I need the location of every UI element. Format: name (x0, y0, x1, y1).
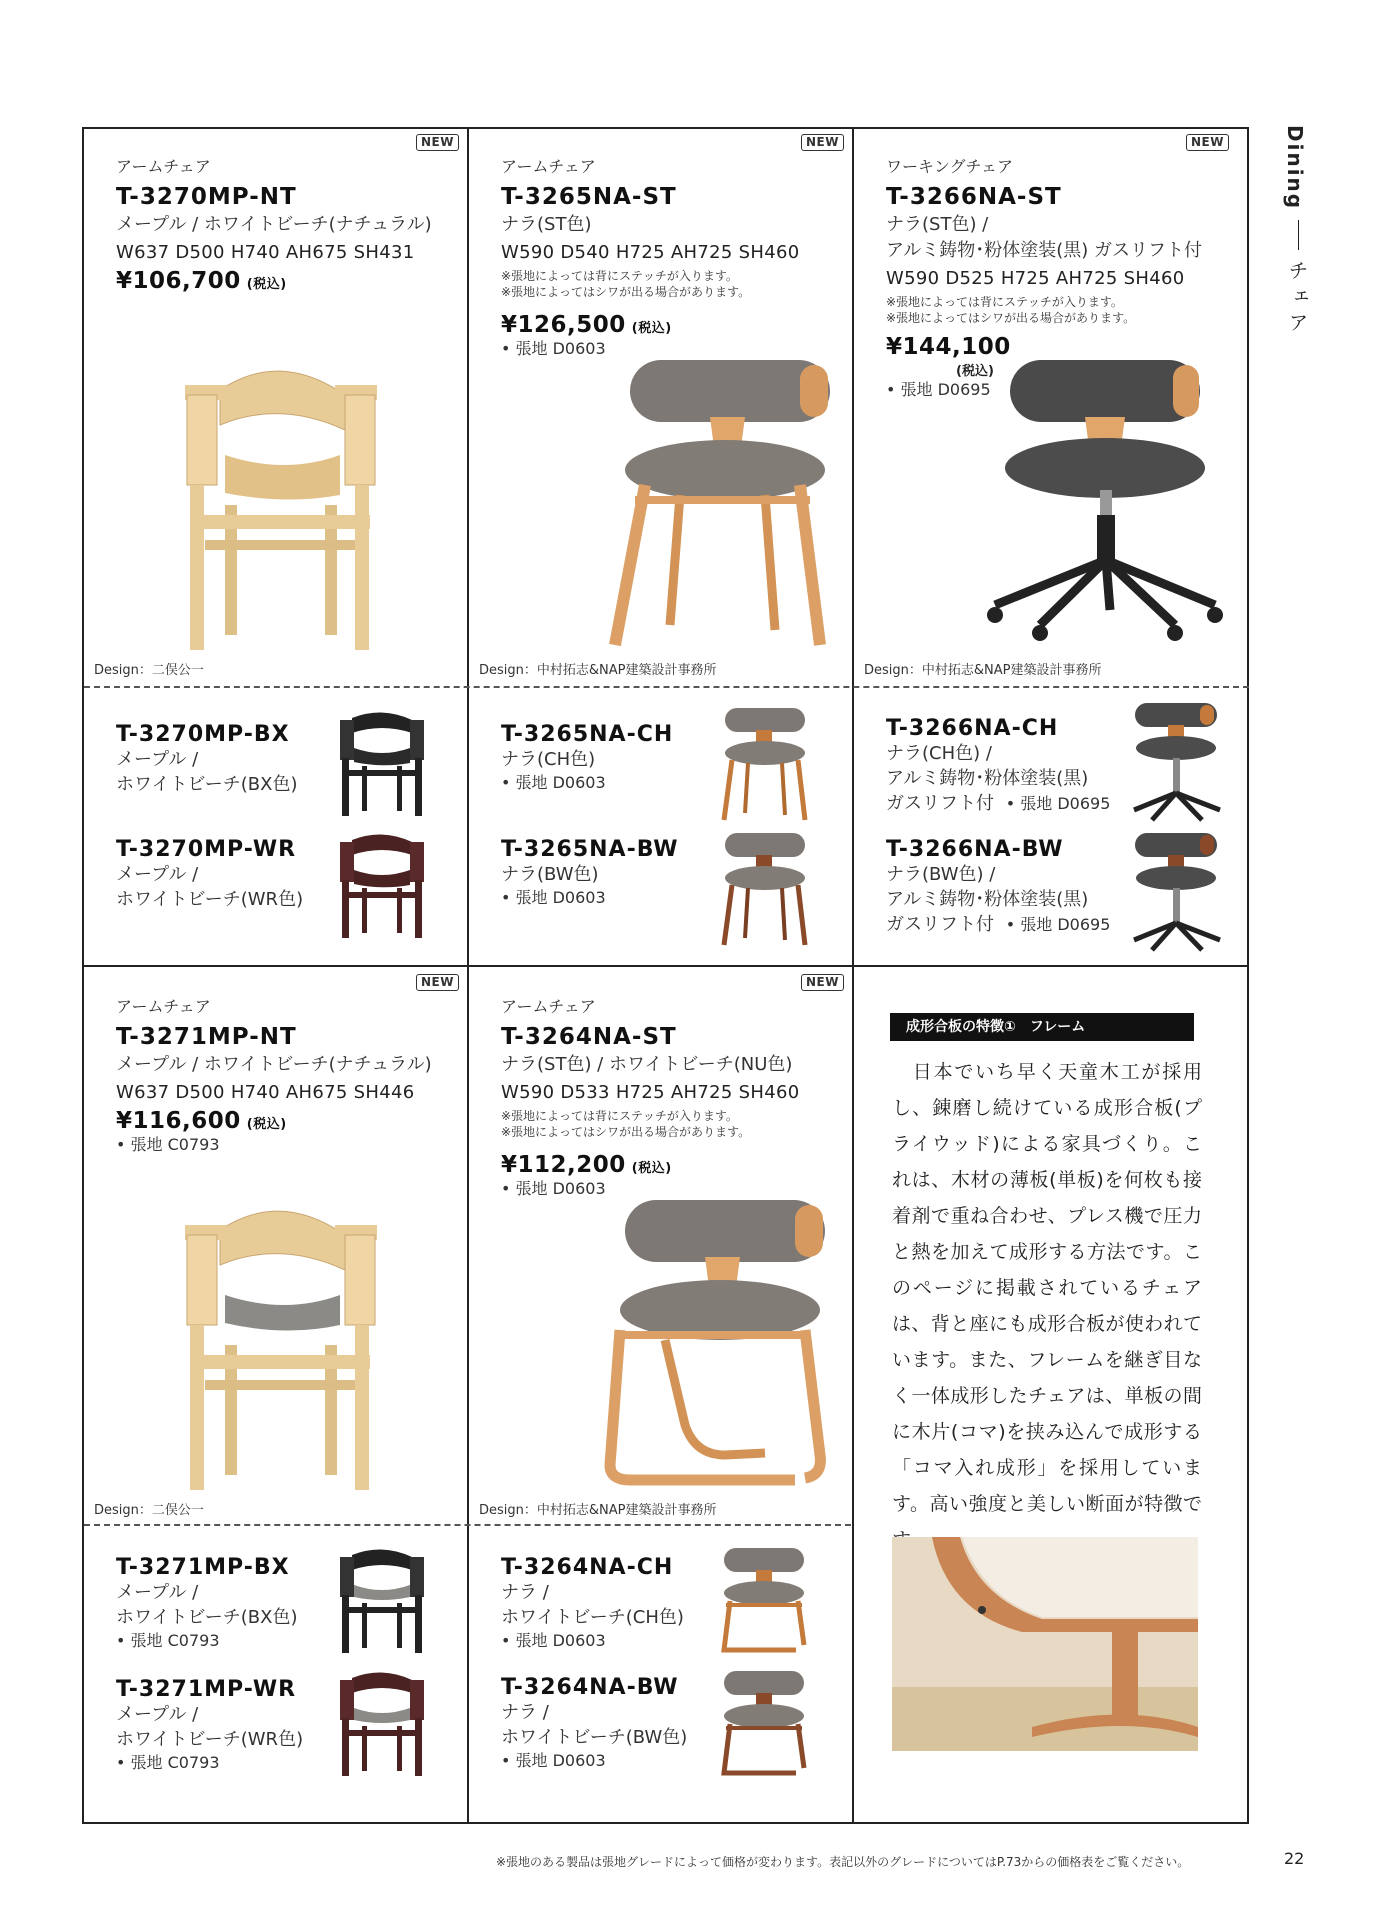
product-material: ナラ(ST色) (501, 214, 592, 235)
product-note: ※張地によっては背にステッチが入ります。 (886, 295, 1123, 309)
product-t3264na-st (501, 996, 851, 1200)
product-model: T-3264NA-ST (501, 1024, 677, 1050)
row-divider (84, 965, 1247, 967)
variant-material: ナラ(BW色) (501, 864, 599, 885)
category-label: チェア (1285, 260, 1309, 339)
product-category: アームチェア (116, 997, 211, 1016)
variant-t3264na-ch (501, 1555, 731, 1652)
variant-material: メープル / (116, 1582, 199, 1603)
variant-model: T-3265NA-BW (501, 837, 679, 862)
dashed-divider (84, 686, 1249, 688)
product-model: T-3271MP-NT (116, 1024, 297, 1050)
product-material: メープル / ホワイトビーチ(ナチュラル) (116, 1054, 432, 1075)
section-label: Dining (1283, 125, 1307, 211)
variant-fabric: • 張地 D0603 (501, 1751, 606, 1770)
designer-credit: Design：中村拓志&NAP建築設計事務所 (864, 663, 1102, 678)
product-material: ナラ(ST色) / (886, 214, 989, 235)
new-badge: NEW (416, 134, 459, 151)
product-category: アームチェア (501, 997, 596, 1016)
variant-model: T-3271MP-BX (116, 1555, 290, 1580)
variant-material: メープル / (116, 864, 199, 885)
new-badge: NEW (801, 974, 844, 991)
chair-thumb-t3264na-ch (716, 1545, 811, 1660)
variant-material: ホワイトビーチ(WR色) (116, 889, 304, 910)
price-value: ¥144,100 (886, 334, 1011, 360)
product-category: アームチェア (501, 157, 596, 176)
feature-heading: 成形合板の特徴① フレーム (890, 1013, 1194, 1041)
product-note: ※張地によっては背にステッチが入ります。 (501, 1109, 738, 1123)
product-fabric: • 張地 D0603 (501, 339, 606, 358)
chair-thumb-t3264na-bw (716, 1668, 811, 1783)
product-size: W637 D500 H740 AH675 SH446 (116, 1082, 415, 1103)
product-size: W590 D540 H725 AH725 SH460 (501, 242, 800, 263)
variant-material: ガスリフト付 (886, 914, 994, 935)
product-fabric: • 張地 C0793 (116, 1135, 220, 1154)
column-divider (852, 129, 854, 1822)
product-t3271mp-nt (116, 996, 466, 1156)
variant-material: ホワイトビーチ(WR色) (116, 1729, 304, 1750)
variant-material: ナラ(CH色) / (886, 743, 992, 764)
product-t3270mp-nt (116, 156, 466, 294)
variant-t3270mp-wr (116, 837, 366, 912)
product-note: ※張地によってはシワが出る場合があります。 (886, 311, 1136, 325)
footer-note: ※張地のある製品は張地グレードによって価格が変わります。表記以外のグレードについてはP.73からの価格表をご覧ください。 (496, 1855, 1190, 1869)
variant-fabric: • 張地 C0793 (116, 1753, 220, 1772)
product-material: アルミ鋳物･粉体塗装(黒) ガスリフト付 (886, 240, 1203, 261)
product-material: ナラ(ST色) / ホワイトビーチ(NU色) (501, 1054, 793, 1075)
chair-image-t3270mp-nt (145, 355, 415, 655)
price-value: ¥116,600 (116, 1108, 241, 1134)
product-fabric: • 張地 D0695 (886, 380, 991, 399)
product-price (501, 312, 851, 338)
variant-t3266na-ch (886, 716, 1136, 816)
product-category: ワーキングチェア (886, 157, 1014, 176)
tax-label: (税込) (246, 1117, 287, 1132)
variant-t3271mp-wr (116, 1677, 366, 1774)
product-note: ※張地によっては背にステッチが入ります。 (501, 269, 738, 283)
variant-model: T-3266NA-BW (886, 837, 1064, 862)
tax-label: (税込) (956, 364, 994, 379)
variant-model: T-3264NA-CH (501, 1555, 674, 1580)
plywood-frame-photo (892, 1537, 1198, 1751)
variant-material: メープル / (116, 1704, 199, 1725)
variant-material: ナラ / (501, 1702, 549, 1723)
dashed-divider (84, 1524, 851, 1526)
product-category: アームチェア (116, 157, 211, 176)
variant-t3265na-bw (501, 837, 721, 909)
new-badge: NEW (416, 974, 459, 991)
price-value: ¥106,700 (116, 268, 241, 294)
side-label (1283, 125, 1313, 338)
variant-model: T-3264NA-BW (501, 1675, 679, 1700)
variant-material: アルミ鋳物･粉体塗装(黒) (886, 768, 1089, 789)
product-price (501, 1152, 851, 1178)
variant-model: T-3266NA-CH (886, 716, 1059, 741)
tax-label: (税込) (631, 321, 672, 336)
chair-thumb-t3265na-bw (720, 830, 810, 950)
variant-material: ガスリフト付 (886, 793, 994, 814)
chair-image-t3265na-st (605, 355, 835, 655)
designer-credit: Design：中村拓志&NAP建築設計事務所 (479, 663, 717, 678)
variant-model: T-3271MP-WR (116, 1677, 297, 1702)
variant-fabric: • 張地 D0695 (1005, 915, 1111, 934)
variant-fabric: • 張地 D0695 (1005, 794, 1111, 813)
variant-fabric: • 張地 C0793 (116, 1631, 220, 1650)
designer-credit: Design：二俣公一 (94, 1503, 204, 1518)
variant-fabric: • 張地 D0603 (501, 773, 606, 792)
chair-image-t3264na-st (595, 1195, 835, 1495)
product-size: W590 D533 H725 AH725 SH460 (501, 1082, 800, 1103)
product-t3265na-st (501, 156, 851, 360)
variant-material: メープル / (116, 749, 199, 770)
new-badge: NEW (1186, 134, 1229, 151)
tax-label: (税込) (631, 1161, 672, 1176)
variant-model: T-3265NA-CH (501, 722, 674, 747)
tax-label: (税込) (246, 277, 287, 292)
variant-material: ナラ / (501, 1582, 549, 1603)
column-divider (467, 129, 469, 1822)
product-price (116, 268, 466, 294)
designer-credit: Design：中村拓志&NAP建築設計事務所 (479, 1503, 717, 1518)
price-value: ¥112,200 (501, 1152, 626, 1178)
chair-thumb-t3270mp-bx (332, 708, 432, 818)
page-number: 22 (1284, 1849, 1305, 1868)
chair-thumb-t3271mp-bx (332, 1545, 432, 1655)
chair-thumb-t3266na-ch (1130, 700, 1225, 825)
chair-thumb-t3266na-bw (1130, 830, 1225, 955)
variant-material: アルミ鋳物･粉体塗装(黒) (886, 889, 1089, 910)
variant-fabric: • 張地 D0603 (501, 1631, 606, 1650)
product-size: W637 D500 H740 AH675 SH431 (116, 242, 415, 263)
variant-material: ナラ(CH色) (501, 749, 596, 770)
variant-model: T-3270MP-WR (116, 837, 297, 862)
chair-thumb-t3270mp-wr (332, 830, 432, 940)
chair-image-t3271mp-nt (145, 1195, 415, 1495)
variant-material: ホワイトビーチ(BX色) (116, 1607, 298, 1628)
variant-material: ホワイトビーチ(CH色) (501, 1607, 684, 1628)
variant-material: ホワイトビーチ(BW色) (501, 1727, 688, 1748)
product-size: W590 D525 H725 AH725 SH460 (886, 268, 1185, 289)
chair-image-t3266na-st (985, 355, 1225, 645)
variant-t3264na-bw (501, 1675, 731, 1772)
variant-model: T-3270MP-BX (116, 722, 290, 747)
designer-credit: Design：二俣公一 (94, 663, 204, 678)
chair-thumb-t3265na-ch (720, 705, 810, 825)
product-note: ※張地によってはシワが出る場合があります。 (501, 1125, 751, 1139)
new-badge: NEW (801, 134, 844, 151)
product-model: T-3265NA-ST (501, 184, 677, 210)
chair-thumb-t3271mp-wr (332, 1668, 432, 1778)
variant-t3265na-ch (501, 722, 721, 794)
product-price (116, 1108, 466, 1134)
variant-t3271mp-bx (116, 1555, 366, 1652)
price-value: ¥126,500 (501, 312, 626, 338)
product-note: ※張地によってはシワが出る場合があります。 (501, 285, 751, 299)
feature-body: 日本でいち早く天童木工が採用し、錬磨し続けている成形合板(プライウッド)による家具づくり。これは、木材の薄板(単板)を何枚も接着剤で重ね合わせ、プレス機で圧力と熱を加えて成形する方法です。このページに掲載されているチェアは、背と座にも成形合板が使われています。また、フレームを継ぎ目なく一体成形したチェアは、単板の間に木片(コマ)を挟み込んで成形する「コマ入れ成形」を採用しています。高い強度と美しい断面が特徴で (892, 1061, 1202, 1515)
variant-t3266na-bw (886, 837, 1136, 937)
variant-material: ナラ(BW色) / (886, 864, 996, 885)
product-fabric: • 張地 D0603 (501, 1179, 606, 1198)
side-divider (1298, 220, 1299, 250)
variant-t3270mp-bx (116, 722, 366, 797)
product-model: T-3266NA-ST (886, 184, 1062, 210)
product-material: メープル / ホワイトビーチ(ナチュラル) (116, 214, 432, 235)
product-model: T-3270MP-NT (116, 184, 297, 210)
variant-material: ホワイトビーチ(BX色) (116, 774, 298, 795)
variant-fabric: • 張地 D0603 (501, 888, 606, 907)
